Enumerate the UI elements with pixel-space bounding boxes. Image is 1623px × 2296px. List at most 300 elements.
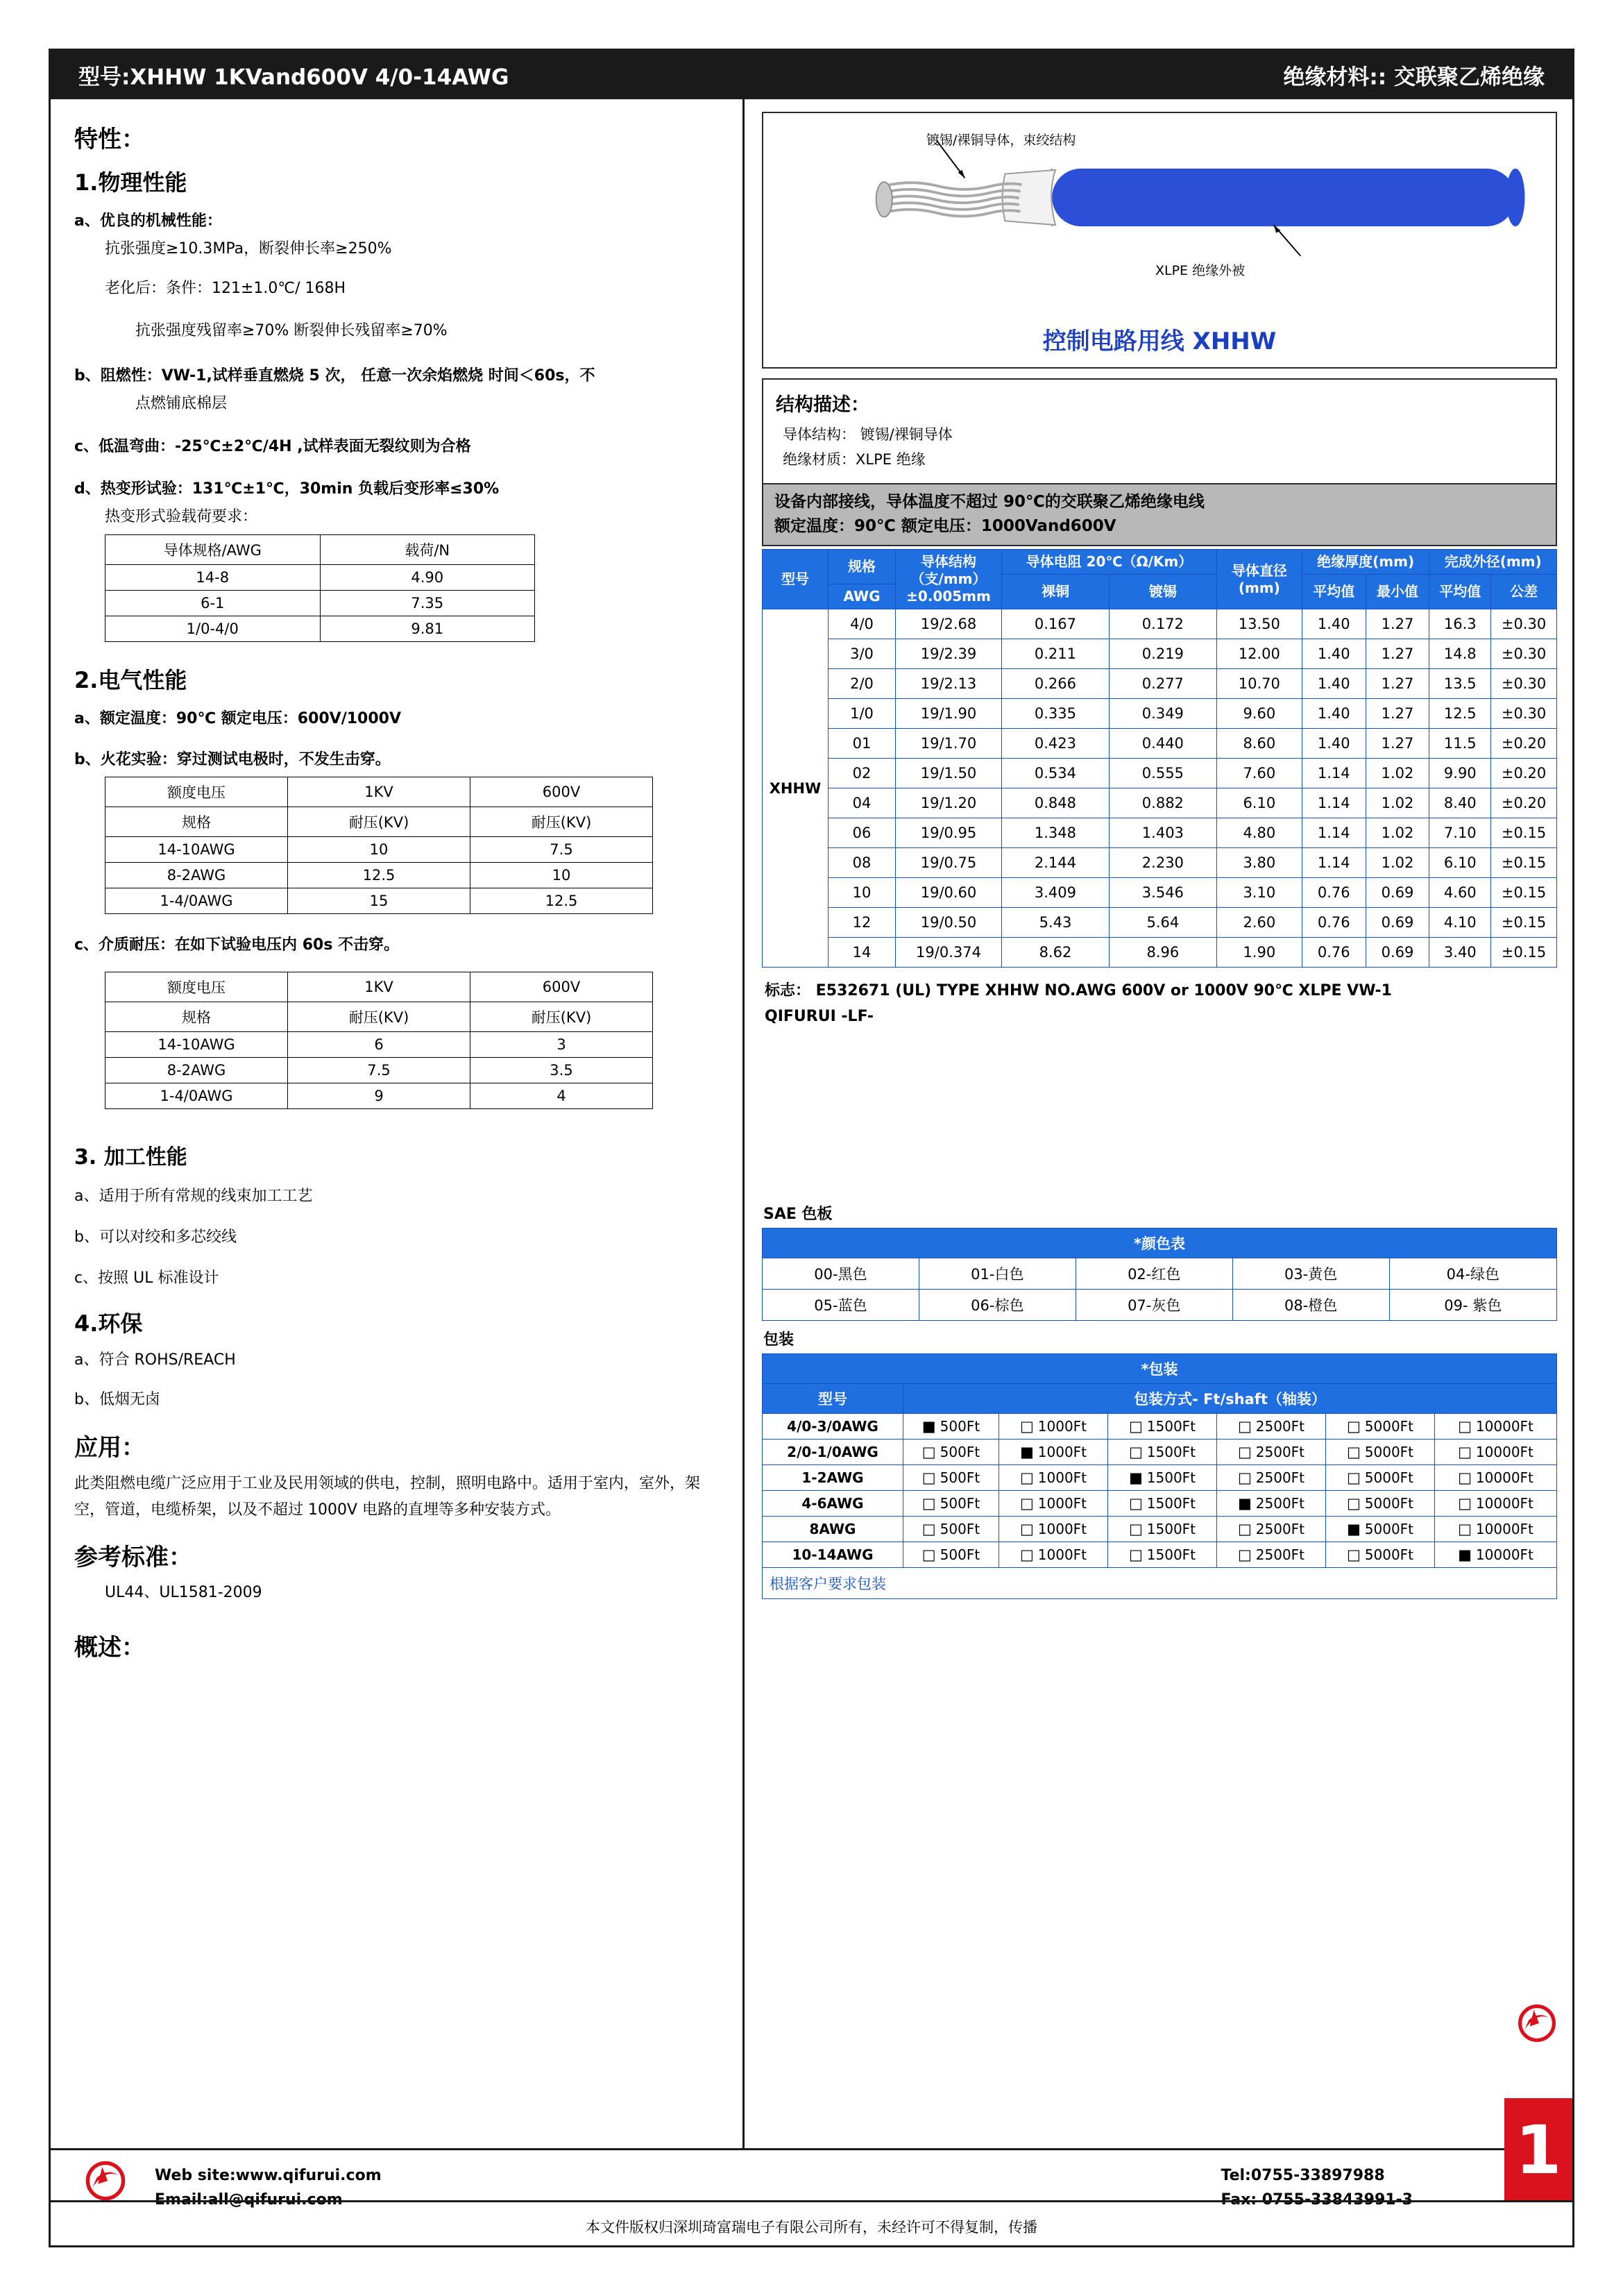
table-row	[105, 564, 535, 590]
table-row	[763, 699, 1557, 729]
checkbox-icon[interactable]: □	[1237, 1521, 1252, 1538]
sae-color-cell: 03-黄色	[1232, 1258, 1389, 1290]
rated-line: a、额定温度：90℃ 额定电压：600V/1000V	[74, 709, 402, 727]
table-cell: 0.882	[1109, 788, 1216, 818]
left-column	[51, 99, 745, 2148]
checkbox-icon[interactable]: □	[1237, 1418, 1252, 1435]
packaging-table-body	[763, 1414, 1557, 1568]
table-cell: 耐压(KV)	[288, 807, 470, 836]
packaging-option-cell[interactable]	[1216, 1491, 1325, 1517]
table-cell: 19/1.20	[896, 788, 1002, 818]
checkbox-checked-icon[interactable]: ■	[1346, 1521, 1361, 1538]
table-row	[763, 908, 1557, 938]
table-cell: 10	[829, 878, 896, 908]
table-cell: 3.409	[1002, 878, 1110, 908]
table-cell: 9.81	[320, 616, 535, 641]
packaging-option-label: 10000Ft	[1475, 1521, 1533, 1538]
packaging-option-cell[interactable]	[999, 1440, 1107, 1465]
table-row	[763, 848, 1557, 878]
table-cell: 1.14	[1302, 848, 1366, 878]
table-cell: 8.40	[1429, 788, 1491, 818]
table-cell: 19/0.60	[896, 878, 1002, 908]
th-size: 规格	[829, 550, 896, 584]
table-cell: 0.266	[1002, 669, 1110, 699]
packaging-option-label: 1500Ft	[1146, 1444, 1196, 1461]
packaging-option-cell[interactable]	[999, 1491, 1107, 1517]
table-cell: 19/2.13	[896, 669, 1002, 699]
table-cell: 3.10	[1216, 878, 1302, 908]
table-cell: 13.50	[1216, 609, 1302, 639]
table-cell: 0.69	[1366, 878, 1429, 908]
sae-color-cell: 05-蓝色	[763, 1290, 919, 1321]
packaging-model-cell: 4-6AWG	[763, 1491, 903, 1517]
table-cell: 06	[829, 818, 896, 848]
table-cell: 0.76	[1302, 878, 1366, 908]
table-cell: 0.69	[1366, 908, 1429, 938]
footer-contact-right	[1221, 2163, 1413, 2212]
table-row	[763, 1258, 1557, 1290]
rating-line-2: 额定温度：90℃ 额定电压：1000Vand600V	[774, 516, 1116, 535]
standards-text: UL44、UL1581-2009	[105, 1583, 262, 1601]
packaging-option-label: 5000Ft	[1364, 1546, 1414, 1564]
packaging-option-label: 10000Ft	[1475, 1469, 1533, 1487]
footer-copyright: 本文件版权归深圳琦富瑞电子有限公司所有，未经许可不得复制，传播	[586, 2219, 1037, 2236]
packaging-option-cell[interactable]	[999, 1465, 1107, 1491]
th-size-unit: AWG	[829, 584, 896, 609]
checkbox-icon[interactable]: □	[921, 1495, 936, 1512]
processing-a: a、适用于所有常规的线束加工工艺	[74, 1187, 313, 1205]
footer-contact-left	[155, 2163, 382, 2212]
table-row	[105, 1057, 653, 1083]
table-cell: 11.5	[1429, 729, 1491, 759]
specification-table-head	[763, 550, 1557, 609]
table-cell: 1.403	[1109, 818, 1216, 848]
table-cell: 1.40	[1302, 699, 1366, 729]
checkbox-checked-icon[interactable]: ■	[1458, 1546, 1472, 1564]
table-cell: 3.546	[1109, 878, 1216, 908]
table-cell: 1.02	[1366, 788, 1429, 818]
table-cell: 12.5	[288, 862, 470, 888]
table-cell: 3/0	[829, 639, 896, 669]
table-cell: 14-10AWG	[105, 836, 288, 862]
packaging-option-label: 1000Ft	[1037, 1444, 1087, 1461]
table-cell: 5.64	[1109, 908, 1216, 938]
table-cell: 10	[288, 836, 470, 862]
table-cell: 导体规格/AWG	[105, 534, 321, 564]
packaging-option-cell[interactable]	[1434, 1440, 1556, 1465]
table-cell: 0.76	[1302, 938, 1366, 968]
table-cell: 15	[288, 888, 470, 913]
packaging-option-cell[interactable]	[1107, 1517, 1216, 1542]
footer-website[interactable]: Web site:www.qifurui.com	[155, 2167, 382, 2184]
packaging-option-cell[interactable]	[903, 1465, 999, 1491]
specification-table	[762, 549, 1557, 968]
th-diameter: 导体直径(mm)	[1216, 550, 1302, 609]
table-cell: 4.10	[1429, 908, 1491, 938]
table-cell: 02	[829, 759, 896, 788]
table-row	[105, 1031, 653, 1057]
table-cell: 19/1.70	[896, 729, 1002, 759]
packaging-option-cell[interactable]	[999, 1517, 1107, 1542]
checkbox-icon[interactable]: □	[921, 1444, 936, 1461]
table-cell: 3	[470, 1031, 653, 1057]
checkbox-icon[interactable]: □	[1346, 1469, 1361, 1487]
sae-color-cell: 08-橙色	[1232, 1290, 1389, 1321]
checkbox-checked-icon[interactable]: ■	[1019, 1444, 1034, 1461]
table-row	[105, 590, 535, 616]
cable-label-conductor: 镀锡/裸铜导体，束绞结构	[926, 133, 1076, 148]
checkbox-icon[interactable]: □	[1128, 1418, 1143, 1435]
structure-title: 结构描述：	[776, 394, 869, 416]
table-cell: 7.5	[470, 836, 653, 862]
lowtemp-line: c、低温弯曲：-25℃±2℃/4H ,试样表面无裂纹则为合格	[74, 437, 471, 455]
table-cell: ±0.15	[1491, 818, 1557, 848]
marking-line-1: 标志： E532671 (UL) TYPE XHHW NO.AWG 600V or 1000V 90℃ XLPE VW-1	[765, 982, 1392, 999]
th-outer-tol: 公差	[1491, 575, 1557, 609]
table-row	[105, 1002, 653, 1031]
checkbox-icon[interactable]: □	[1346, 1418, 1361, 1435]
packaging-option-cell[interactable]	[1434, 1542, 1556, 1568]
table-cell: 1.02	[1366, 818, 1429, 848]
table-row	[763, 788, 1557, 818]
table-cell: 1.40	[1302, 669, 1366, 699]
table-cell: 6	[288, 1031, 470, 1057]
spacer	[762, 1029, 1557, 1195]
packaging-option-cell[interactable]	[903, 1542, 999, 1568]
table-cell: 0.167	[1002, 609, 1110, 639]
table-cell: 16.3	[1429, 609, 1491, 639]
checkbox-icon[interactable]: □	[1019, 1469, 1034, 1487]
table-cell: 1.348	[1002, 818, 1110, 848]
th-insul-thick: 绝缘厚度(mm)	[1302, 550, 1429, 575]
table-row	[763, 1491, 1557, 1517]
packaging-option-label: 1000Ft	[1037, 1521, 1087, 1538]
table-cell: 8-2AWG	[105, 862, 288, 888]
checkbox-icon[interactable]: □	[1237, 1444, 1252, 1461]
packaging-option-label: 1000Ft	[1037, 1495, 1087, 1512]
structure-box	[762, 378, 1557, 484]
table-cell: 1.14	[1302, 759, 1366, 788]
packaging-option-cell[interactable]	[1216, 1465, 1325, 1491]
table-row	[763, 759, 1557, 788]
packaging-header: *包装	[763, 1354, 1557, 1384]
packaging-option-cell[interactable]	[903, 1517, 999, 1542]
checkbox-icon[interactable]: □	[1346, 1495, 1361, 1512]
packaging-option-cell[interactable]	[999, 1542, 1107, 1568]
table-cell: 0.219	[1109, 639, 1216, 669]
checkbox-icon[interactable]: □	[1346, 1546, 1361, 1564]
packaging-option-cell[interactable]	[1107, 1440, 1216, 1465]
table-row	[763, 878, 1557, 908]
checkbox-icon[interactable]: □	[1128, 1444, 1143, 1461]
checkbox-icon[interactable]: □	[1458, 1495, 1472, 1512]
checkbox-icon[interactable]: □	[1128, 1521, 1143, 1538]
table-cell: 8.60	[1216, 729, 1302, 759]
table-cell: 6.10	[1216, 788, 1302, 818]
table-cell: 0.172	[1109, 609, 1216, 639]
checkbox-icon[interactable]: □	[1458, 1418, 1472, 1435]
packaging-option-cell[interactable]	[1107, 1414, 1216, 1440]
packaging-option-cell[interactable]	[1107, 1465, 1216, 1491]
packaging-option-cell[interactable]	[903, 1440, 999, 1465]
table-cell: 14	[829, 938, 896, 968]
table-cell: 12.5	[1429, 699, 1491, 729]
structure-insulation: 绝缘材质：XLPE 绝缘	[783, 451, 926, 468]
checkbox-icon[interactable]: □	[1237, 1546, 1252, 1564]
table-row	[763, 1542, 1557, 1568]
checkbox-icon[interactable]: □	[1458, 1469, 1472, 1487]
packaging-option-label: 1500Ft	[1146, 1521, 1196, 1538]
packaging-model-cell: 1-2AWG	[763, 1465, 903, 1491]
table-cell: ±0.30	[1491, 609, 1557, 639]
checkbox-icon[interactable]: □	[1019, 1418, 1034, 1435]
packaging-option-cell[interactable]	[1216, 1440, 1325, 1465]
table-row	[763, 1414, 1557, 1440]
packaging-option-label: 5000Ft	[1364, 1495, 1414, 1512]
checkbox-icon[interactable]: □	[1019, 1521, 1034, 1538]
table-cell: 1.27	[1366, 639, 1429, 669]
table-cell: 1.02	[1366, 759, 1429, 788]
packaging-option-cell[interactable]	[1325, 1517, 1434, 1542]
th-model: 型号	[763, 550, 829, 609]
th-bare: 裸铜	[1002, 575, 1110, 609]
table-row	[105, 807, 653, 836]
page-footer	[51, 2111, 1572, 2245]
table-cell: ±0.30	[1491, 699, 1557, 729]
spark-line: b、火花实验：穿过测试电极时，不发生击穿。	[74, 750, 391, 768]
th-insul-min: 最小值	[1366, 575, 1429, 609]
structure-conductor: 导体结构： 镀锡/裸铜导体	[783, 426, 953, 443]
application-text: 此类阻燃电缆广泛应用于工业及民用领域的供电，控制，照明电路中。适用于室内，室外，架空，管道，电缆桥架，以及不超过 1000V 电路的直埋等多种安装方式。	[74, 1474, 701, 1519]
table-cell: 7.35	[320, 590, 535, 616]
packaging-option-label: 5000Ft	[1364, 1444, 1414, 1461]
table-cell: ±0.30	[1491, 639, 1557, 669]
sae-color-cell: 02-红色	[1076, 1258, 1232, 1290]
table-row	[763, 1290, 1557, 1321]
packaging-option-cell[interactable]	[1434, 1491, 1556, 1517]
table-cell: ±0.15	[1491, 938, 1557, 968]
table-cell: 1.14	[1302, 818, 1366, 848]
packaging-option-cell[interactable]	[1216, 1414, 1325, 1440]
table-cell: 19/0.95	[896, 818, 1002, 848]
table-cell: 5.43	[1002, 908, 1110, 938]
table-cell: 6-1	[105, 590, 321, 616]
table-cell: 1.27	[1366, 699, 1429, 729]
env-a: a、符合 ROHS/REACH	[74, 1351, 236, 1369]
env-b: b、低烟无卤	[74, 1390, 160, 1408]
table-cell: 0.335	[1002, 699, 1110, 729]
packaging-option-cell[interactable]	[1216, 1542, 1325, 1568]
table-cell: 额度电压	[105, 972, 288, 1002]
packaging-option-cell[interactable]	[1325, 1542, 1434, 1568]
table-cell: 1.14	[1302, 788, 1366, 818]
th-outer-avg: 平均值	[1429, 575, 1491, 609]
packaging-option-label: 500Ft	[940, 1546, 980, 1564]
packaging-option-cell[interactable]	[1107, 1542, 1216, 1568]
cable-illustration-box	[762, 112, 1557, 369]
specification-table-body	[763, 609, 1557, 968]
packaging-option-cell[interactable]	[1107, 1491, 1216, 1517]
table-cell: 8.62	[1002, 938, 1110, 968]
footer-logo-icon	[78, 2159, 133, 2202]
table-cell: 1-4/0AWG	[105, 1083, 288, 1108]
table-cell: 2.60	[1216, 908, 1302, 938]
table-row	[763, 1465, 1557, 1491]
table-cell: 0.76	[1302, 908, 1366, 938]
packaging-option-label: 10000Ft	[1475, 1418, 1533, 1435]
table-cell: ±0.20	[1491, 788, 1557, 818]
checkbox-icon[interactable]: □	[1128, 1546, 1143, 1564]
packaging-option-cell[interactable]	[1434, 1465, 1556, 1491]
table-cell: 13.5	[1429, 669, 1491, 699]
table-row	[763, 818, 1557, 848]
table-cell: 19/1.90	[896, 699, 1002, 729]
packaging-option-cell[interactable]	[903, 1414, 999, 1440]
packaging-option-cell[interactable]	[1325, 1414, 1434, 1440]
table-cell: 1.90	[1216, 938, 1302, 968]
packaging-option-label: 1500Ft	[1146, 1546, 1196, 1564]
packaging-option-label: 2500Ft	[1255, 1521, 1305, 1538]
table-cell: 19/2.39	[896, 639, 1002, 669]
table-cell: 载荷/N	[320, 534, 535, 564]
table-row	[105, 862, 653, 888]
table-row	[763, 1440, 1557, 1465]
table-row	[105, 972, 653, 1002]
checkbox-icon[interactable]: □	[1128, 1495, 1143, 1512]
deform-line: d、热变形试验：131℃±1℃，30min 负载后变形率≤30%	[74, 480, 500, 498]
table-cell: 14.8	[1429, 639, 1491, 669]
cable-label-jacket: XLPE 绝缘外被	[1155, 263, 1246, 278]
table-cell: 4/0	[829, 609, 896, 639]
footer-tel: Tel:0755-33897988	[1221, 2167, 1385, 2184]
checkbox-checked-icon[interactable]: ■	[1128, 1469, 1143, 1487]
checkbox-icon[interactable]: □	[921, 1546, 936, 1564]
overview-title: 概述：	[74, 1634, 145, 1662]
right-column	[747, 99, 1572, 2148]
table-cell: 19/2.68	[896, 609, 1002, 639]
table-cell: 2/0	[829, 669, 896, 699]
mech-line-1: 抗张强度≥10.3MPa，断裂伸长率≥250%	[105, 240, 392, 258]
marking-line-2: QIFURUI -LF-	[765, 1008, 874, 1026]
dielectric-line: c、介质耐压：在如下试验电压内 60s 不击穿。	[74, 936, 400, 954]
table-cell: 10.70	[1216, 669, 1302, 699]
packaging-option-label: 1000Ft	[1037, 1418, 1087, 1435]
table-cell: 0.440	[1109, 729, 1216, 759]
packaging-option-cell[interactable]	[1434, 1517, 1556, 1542]
checkbox-icon[interactable]: □	[1019, 1495, 1034, 1512]
table-cell: 1.27	[1366, 669, 1429, 699]
packaging-table	[762, 1353, 1557, 1568]
table-cell: 4.60	[1429, 878, 1491, 908]
th-tinned: 镀锡	[1109, 575, 1216, 609]
table-cell: 额度电压	[105, 777, 288, 807]
sae-color-cell: 04-绿色	[1389, 1258, 1556, 1290]
packaging-option-cell[interactable]	[1325, 1491, 1434, 1517]
table-cell: 01	[829, 729, 896, 759]
table-cell: 0.277	[1109, 669, 1216, 699]
table-cell: 19/0.374	[896, 938, 1002, 968]
checkbox-icon[interactable]: □	[921, 1521, 936, 1538]
table-row	[763, 938, 1557, 968]
packaging-option-label: 1500Ft	[1146, 1469, 1196, 1487]
table-row	[763, 729, 1557, 759]
packaging-option-label: 5000Ft	[1364, 1521, 1414, 1538]
th-resistance: 导体电阻 20℃（Ω/Km）	[1002, 550, 1217, 575]
checkbox-checked-icon[interactable]: ■	[921, 1418, 936, 1435]
packaging-title: 包装	[763, 1331, 794, 1349]
table-cell: 600V	[470, 972, 653, 1002]
packaging-note: 根据客户要求包装	[762, 1568, 1557, 1599]
table-cell: ±0.15	[1491, 908, 1557, 938]
spark-test-table	[105, 777, 653, 914]
packaging-option-cell[interactable]	[903, 1491, 999, 1517]
table-cell: 2.230	[1109, 848, 1216, 878]
footer-bottom-rule	[51, 2200, 1572, 2202]
packaging-col-mode: 包装方式- Ft/shaft（轴装）	[903, 1384, 1557, 1414]
table-row	[763, 609, 1557, 639]
table-cell: 0.69	[1366, 938, 1429, 968]
packaging-option-label: 10000Ft	[1475, 1546, 1533, 1564]
packaging-option-label: 1000Ft	[1037, 1469, 1087, 1487]
packaging-option-label: 500Ft	[940, 1444, 980, 1461]
packaging-model-cell: 10-14AWG	[763, 1542, 903, 1568]
packaging-option-label: 2500Ft	[1255, 1546, 1305, 1564]
table-cell: 6.10	[1429, 848, 1491, 878]
packaging-option-cell[interactable]	[1216, 1517, 1325, 1542]
packaging-option-cell[interactable]	[999, 1414, 1107, 1440]
th-insul-avg: 平均值	[1302, 575, 1366, 609]
table-cell: 7.5	[288, 1057, 470, 1083]
deform-sub: 热变形式验载荷要求：	[105, 507, 258, 525]
table-cell: 1-4/0AWG	[105, 888, 288, 913]
checkbox-icon[interactable]: □	[1237, 1469, 1252, 1487]
checkbox-icon[interactable]: □	[1346, 1444, 1361, 1461]
table-cell: 耐压(KV)	[470, 1002, 653, 1031]
header-material-text: 绝缘材料:: 交联聚乙烯绝缘	[1283, 65, 1545, 90]
checkbox-icon[interactable]: □	[1019, 1546, 1034, 1564]
packaging-option-cell[interactable]	[1325, 1465, 1434, 1491]
application-title: 应用：	[74, 1433, 145, 1462]
table-cell: 1.40	[1302, 729, 1366, 759]
table-cell: 2.144	[1002, 848, 1110, 878]
sae-color-cell: 01-白色	[919, 1258, 1076, 1290]
table-cell: 1.27	[1366, 729, 1429, 759]
checkbox-icon[interactable]: □	[1458, 1444, 1472, 1461]
th-cond-struct: 导体结构（支/mm）±0.005mm	[896, 550, 1002, 609]
table-cell: 9.90	[1429, 759, 1491, 788]
section-physical-title: 1.物理性能	[74, 169, 187, 196]
packaging-option-label: 5000Ft	[1364, 1418, 1414, 1435]
table-cell: 1KV	[288, 777, 470, 807]
table-cell: 1.40	[1302, 609, 1366, 639]
packaging-option-cell[interactable]	[1434, 1414, 1556, 1440]
packaging-model-cell: 2/0-1/0AWG	[763, 1440, 903, 1465]
table-row	[105, 616, 535, 641]
checkbox-icon[interactable]: □	[921, 1469, 936, 1487]
table-cell: 9	[288, 1083, 470, 1108]
checkbox-icon[interactable]: □	[1458, 1521, 1472, 1538]
processing-c: c、按照 UL 标准设计	[74, 1269, 219, 1288]
checkbox-checked-icon[interactable]: ■	[1237, 1495, 1252, 1512]
packaging-option-label: 10000Ft	[1475, 1444, 1533, 1461]
packaging-option-label: 2500Ft	[1255, 1495, 1305, 1512]
table-cell: 1.27	[1366, 609, 1429, 639]
sae-color-table	[762, 1228, 1557, 1321]
table-cell: 14-8	[105, 564, 321, 590]
packaging-option-label: 500Ft	[940, 1521, 980, 1538]
packaging-option-cell[interactable]	[1325, 1440, 1434, 1465]
table-cell: 9.60	[1216, 699, 1302, 729]
